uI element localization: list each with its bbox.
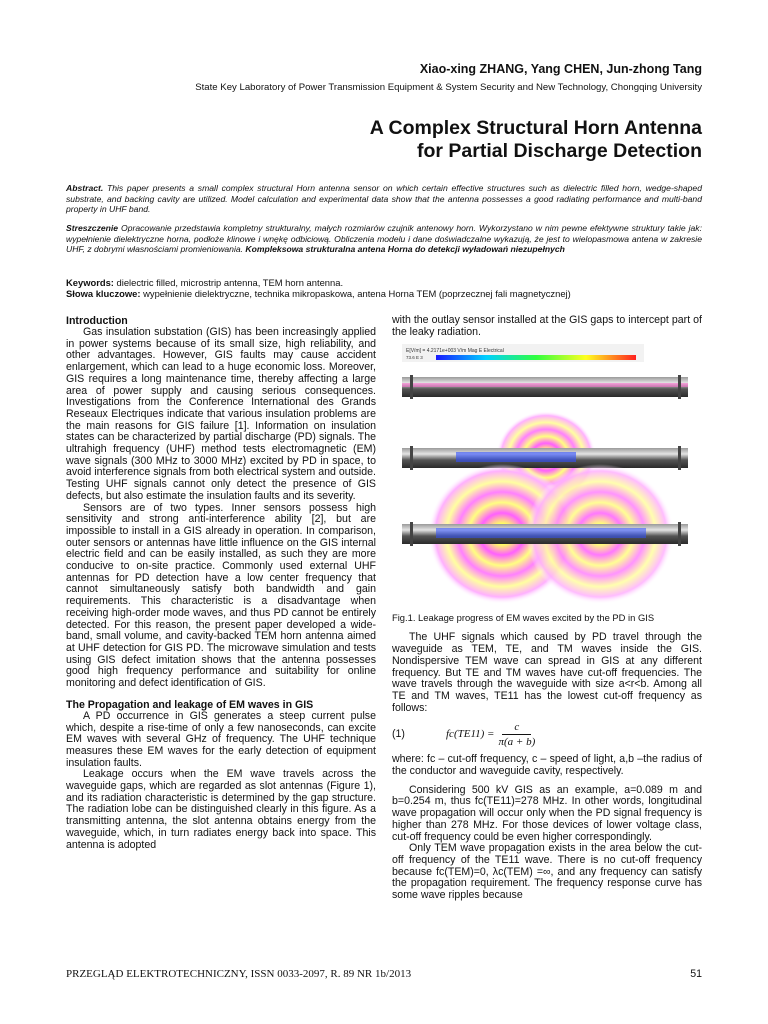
equation-1 xyxy=(392,718,702,752)
equation-denominator: π(a + b) xyxy=(498,736,536,749)
figure-header-text: E[V/m] = 4.2171e+003 V/m Mag E Electrical xyxy=(406,348,504,355)
streszczenie-label: Streszczenie xyxy=(66,223,119,233)
slowa-kluczowe-label: Słowa kluczowe: xyxy=(66,288,141,299)
equation-number: (1) xyxy=(392,728,405,741)
abstract-label: Abstract. xyxy=(66,183,104,193)
figure-1-simulation xyxy=(396,344,692,606)
paragraph: where: fc – cut-off frequency, c – speed of light, a,b –the radius of the conductor and waveguide cavity, respectively. xyxy=(392,753,702,778)
journal-citation: PRZEGLĄD ELEKTROTECHNICZNY, ISSN 0033-2097, R. 89 NR 1b/2013 xyxy=(66,968,412,980)
figure-caption: Fig.1. Leakage progress of EM waves excited by the PD in GIS xyxy=(392,612,655,624)
paragraph: with the outlay sensor installed at the GIS gaps to intercept part of the leaky radiation. xyxy=(392,314,702,338)
heading-propagation: The Propagation and leakage of EM waves in GIS xyxy=(66,698,314,711)
keywords-pl xyxy=(66,288,702,300)
equation-lhs: fc(TE11) = xyxy=(446,728,495,741)
em-leakage-simulation-image xyxy=(396,344,692,606)
figure-scale-text: 73.6 E 3 xyxy=(406,355,423,361)
abstract xyxy=(66,183,702,215)
equation-fraction xyxy=(498,721,535,749)
streszczenie-text: Opracowanie przedstawia kompletny strukturalny, małych rozmiarów czujnik antenowy horn. Wykorzystano w nim pewne efektywne struktury takie jak: wypełnienie dielektryczne horna, podłoże klinowe i wnękę odbiciową. Obliczenia modelu i dane doświadczalne wykazują, że jest to wielopasmowa antena w zakresie UHF, z dobrymi własnościami promieniowania. xyxy=(66,223,702,255)
streszczenie xyxy=(66,223,702,255)
paragraph: The UHF signals which caused by PD travel through the waveguide as TEM, TE, and TM waves inside the GIS. Nondispersive TEM wave can spread in GIS at any different frequency. But TE and TM waves have cut-off frequencies. The wave travels through the waveguide with size a<r<b. Among all TE and TM waves, TE11 has the lowest cut-off frequency as follows: xyxy=(392,631,702,714)
keywords-en xyxy=(66,277,702,289)
paragraph: Only TEM wave propagation exists in the area below the cut-off frequency of the TE11 wave. There is no cut-off frequency because fc(TEM)=0, λc(TEM) =∞, and any frequency can satisfy the propagation requirement. The frequency response curve has some wave ripples because xyxy=(392,842,702,902)
paragraph: Sensors are of two types. Inner sensors possess high sensitivity and strong anti-interference ability [2], but are impossible to install in a GIS already in operation. In comparison, outer sensors or antennas have little influence on the GIS internal electric field and can be easily installed, as such they are more conducive to on-site practice. Commonly used external UHF antennas for PD detection have a low center frequency that cannot simultaneously satisfy both bandwidth and gain requirements. This characteristic is a disadvantage when receiving high-order mode waves, and thus PD cannot be entirely detected. For this reason, the present paper developed a wide-band, small volume, and cavity-backed TEM horn antenna aimed at UHF detection for GIS PD. The microwave simulation and tests using GIS defect imitation shows that the antenna possesses good high frequency performance and suitability for online monitoring and defect identification of GIS. xyxy=(66,501,376,690)
paragraph: A PD occurrence in GIS generates a steep current pulse which, despite a rise-time of only a few nanoseconds, can excite EM waves with several GHz of frequency. The UHF technique measures these EM waves for the early detection of equipment insulation faults. xyxy=(66,709,376,769)
slowa-kluczowe-text: wypełnienie dielektryczne, technika mikropaskowa, antena Horna TEM (poprzecznej fali magnetycznej) xyxy=(140,288,571,299)
equation-numerator: c xyxy=(502,721,531,735)
left-column xyxy=(66,315,376,851)
paragraph: Considering 500 kV GIS as an example, a=0.089 m and b=0.254 m, thus fc(TE11)=278 MHz. In other words, longitudinal wave propagation will occur only when the PD signal frequency is higher than 278 MHz. For those devices of lower voltage class, cut-off frequency could be even higher correspondingly. xyxy=(392,783,702,843)
abstract-text: This paper presents a small complex structural Horn antenna sensor on which certain effective structures such as dielectric filled horn, wedge-shaped substrate, and backing cavity are utilized. Model calculation and experimental data show that the antenna possesses a good radiating performance and multi-band property in UHF band. xyxy=(66,183,702,215)
affiliation: State Key Laboratory of Power Transmission Equipment & System Security and New Technology, Chongqing University xyxy=(195,82,702,93)
paragraph: Gas insulation substation (GIS) has been increasingly applied in power systems because of its small size, high reliability, and other advantages. However, GIS faults may cause accident enlargement, which can lead to a huge economic loss. Moreover, GIS requires a long maintenance time, thereby affecting a large area of power supply and causing serious consequences. Investigations from the Conference International des Grands Reseaux Electriques indicate that various insulation problems are the main reasons for GIS failure [1]. Information on insulation states can be characterized by partial discharge (PD) signals. The ultrahigh frequency (UHF) method tests electromagnetic (EM) wave signals (300 MHz to 3000 MHz) excited by PD in space, to avoid interference signals from both electrical system and outside. Testing UHF signals cannot only detect the presence of GIS defects, but also estimate the insulation faults and its severity. xyxy=(66,326,376,502)
page-footer xyxy=(66,968,702,980)
page-number: 51 xyxy=(690,968,702,980)
keywords-label: Keywords: xyxy=(66,277,114,288)
keywords-text: dielectric filled, microstrip antenna, TEM horn antenna. xyxy=(113,277,344,288)
title-line-1: A Complex Structural Horn Antenna xyxy=(369,117,702,139)
right-column xyxy=(392,315,702,902)
authors: Xiao-xing ZHANG, Yang CHEN, Jun-zhong Tang xyxy=(419,62,702,76)
streszczenie-bold-title: Kompleksowa strukturalna antena Horna do detekcji wyładowań niezupełnych xyxy=(245,244,565,255)
paper-title xyxy=(370,117,702,163)
title-line-2: for Partial Discharge Detection xyxy=(417,140,702,162)
heading-introduction: Introduction xyxy=(66,315,128,327)
paragraph: Leakage occurs when the EM wave travels across the waveguide gaps, which are regarded as slot antennas (Figure 1), and its radiation characteristic is determined by the gap structure. The radiation lobe can be distinguished clearly in this figure. As a transmitting antenna, the slot antenna obtains energy from the waveguide, which, in turn radiates energy back into space. This antenna is adopted xyxy=(66,768,376,851)
